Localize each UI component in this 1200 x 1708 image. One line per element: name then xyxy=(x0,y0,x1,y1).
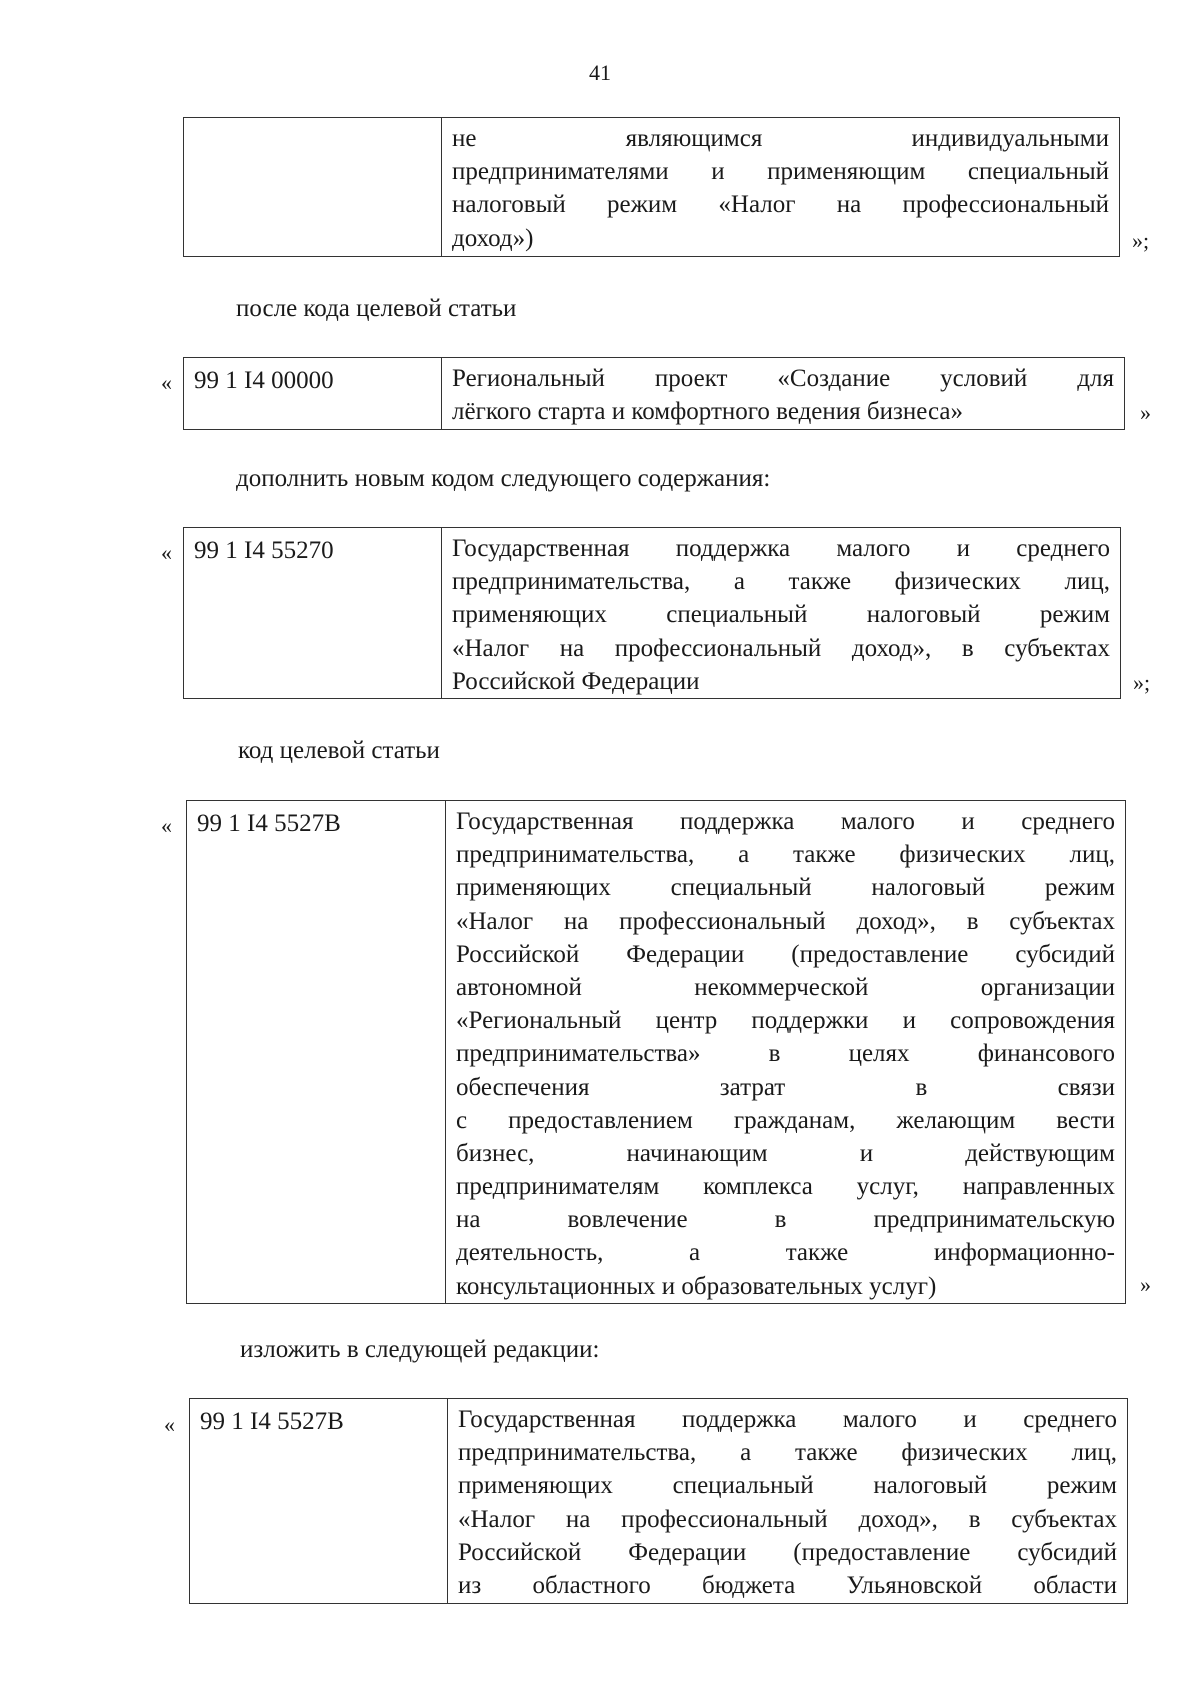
opening-quote: « xyxy=(164,1412,175,1437)
description-line: с предоставлением гражданам, желающим вести xyxy=(456,1106,1115,1134)
code-cell: 99 1 I4 00000 xyxy=(183,357,441,430)
description-cell xyxy=(441,527,1121,699)
description-line: Российской Федерации (предоставление субсидий xyxy=(458,1538,1117,1566)
description-line: из областного бюджета Ульяновской области xyxy=(458,1571,1117,1599)
description-line: не являющимся индивидуальными xyxy=(452,125,1109,152)
description-cell xyxy=(445,800,1126,1304)
description-line: Государственная поддержка малого и среднего xyxy=(452,535,1110,562)
description-line: обеспечения затрат в связи xyxy=(456,1073,1115,1101)
description-line: «Налог на профессиональный доход», в субъектах xyxy=(458,1505,1117,1533)
closing-quote: » xyxy=(1140,1272,1151,1297)
description-line: лёгкого старта и комфортного ведения бизнеса» xyxy=(452,398,963,426)
description-line: Российской Федерации (предоставление субсидий xyxy=(456,940,1115,968)
code-cell: 99 1 I4 55270 xyxy=(183,527,441,699)
description-line: предпринимателям комплекса услуг, направленных xyxy=(456,1173,1115,1201)
instruction-paragraph: код целевой статьи xyxy=(238,737,440,764)
description-line: доход») xyxy=(452,224,534,252)
description-line: налоговый режим «Налог на профессиональный xyxy=(452,191,1109,219)
description-line: предпринимательства, а также физических лиц, xyxy=(456,841,1115,869)
description-line: «Налог на профессиональный доход», в субъектах xyxy=(452,634,1110,662)
closing-quote: »; xyxy=(1132,228,1150,253)
description-line: Российской Федерации xyxy=(452,667,700,695)
description-line: деятельность, а также информационно- xyxy=(456,1239,1115,1267)
code-cell: 99 1 I4 5527B xyxy=(189,1398,447,1604)
description-cell xyxy=(447,1398,1128,1604)
description-line: применяющих специальный налоговый режим xyxy=(456,874,1115,902)
description-cell xyxy=(441,117,1120,257)
description-line: предпринимательства, а также физических лиц, xyxy=(458,1439,1117,1467)
description-line: предпринимателями и применяющим специальный xyxy=(452,158,1109,186)
instruction-paragraph: дополнить новым кодом следующего содержания: xyxy=(236,465,771,492)
description-line: бизнес, начинающим и действующим xyxy=(456,1139,1115,1167)
opening-quote: « xyxy=(161,540,172,565)
description-line: предпринимательства, а также физических лиц, xyxy=(452,568,1110,596)
description-line: Государственная поддержка малого и среднего xyxy=(456,808,1115,835)
description-line: «Региональный центр поддержки и сопровождения xyxy=(456,1007,1115,1035)
description-line: предпринимательства» в целях финансового xyxy=(456,1040,1115,1068)
page-number: 41 xyxy=(589,60,611,85)
closing-quote: » xyxy=(1140,400,1151,425)
opening-quote: « xyxy=(161,813,172,838)
closing-quote: »; xyxy=(1133,670,1151,695)
table-row xyxy=(183,527,1121,699)
description-line: автономной некоммерческой организации xyxy=(456,973,1115,1001)
opening-quote: « xyxy=(161,370,172,395)
description-line: Государственная поддержка малого и среднего xyxy=(458,1406,1117,1433)
description-line: Региональный проект «Создание условий для xyxy=(452,365,1114,392)
description-line: применяющих специальный налоговый режим xyxy=(458,1472,1117,1500)
table-row xyxy=(183,117,1120,257)
description-line: на вовлечение в предпринимательскую xyxy=(456,1206,1115,1234)
table-row xyxy=(189,1398,1128,1604)
description-line: консультационных и образовательных услуг) xyxy=(456,1272,937,1300)
instruction-paragraph: изложить в следующей редакции: xyxy=(240,1336,600,1363)
description-line: «Налог на профессиональный доход», в субъектах xyxy=(456,907,1115,935)
description-line: применяющих специальный налоговый режим xyxy=(452,601,1110,629)
code-cell xyxy=(183,117,441,257)
table-row xyxy=(186,800,1126,1304)
description-cell xyxy=(441,357,1125,430)
table-row xyxy=(183,357,1125,430)
code-cell: 99 1 I4 5527B xyxy=(186,800,445,1304)
instruction-paragraph: после кода целевой статьи xyxy=(236,295,517,322)
